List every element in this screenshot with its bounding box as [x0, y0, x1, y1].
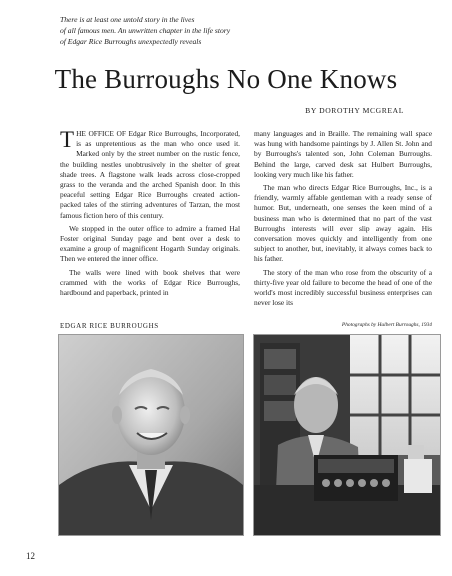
page-number: 12	[26, 551, 35, 561]
photo-credit: Photographs by Hulbert Burroughs, 1934	[341, 322, 432, 328]
intro-line: of all famous men. An unwritten chapter in the life story	[60, 26, 231, 35]
portrait-photo	[58, 334, 244, 536]
paragraph: We stopped in the outer office to admire a framed Hal Foster original Sunday page and bent over a desk to examine a group of magnificent Hogarth Sunday originals. Then we entered the inner office.	[60, 223, 240, 264]
paragraph: The man who directs Edgar Rice Burroughs, Inc., is a friendly, warmly affable gentleman with a ready sense of humor. But, underneath, one senses the keen mind of a business man who is determined that no part of the vast Burroughs interests will ever slip away again. His conversation moves quickly and intelligently from one subject to another, but, inevitably, it always comes back to his father.	[254, 183, 432, 264]
drop-cap: T	[60, 127, 75, 152]
byline: BY DOROTHY MCGREAL	[305, 106, 404, 115]
intro-line: of Edgar Rice Burroughs unexpectedly reveals	[60, 37, 202, 46]
paragraph-text: HE OFFICE OF Edgar Rice Burroughs, Incorporated, is as unpretentious as the man who once used it. Marked only by the street number on the rustic fence, the building nestles unobtrusively in the shelter of great shade trees. A flagstone walk leads across close-cropped grass to the veranda and the arched Spanish door. In this peaceful setting Edgar Rice Burroughs created action-packed tales of the stirring adventures of Tarzan, the most famous fiction hero of this century.	[60, 129, 240, 220]
right-column	[254, 129, 432, 311]
intro-line: There is at least one untold story in the lives	[60, 15, 195, 24]
paragraph: many languages and in Braille. The remaining wall space was hung with handsome paintings by J. Allen St. John and by Burroughs's talented son, John Coleman Burroughs. Behind the large, carved desk sat Hulbert Burroughs, looking very much like his father.	[254, 129, 432, 179]
photo-caption: EDGAR RICE BURROUGHS	[60, 322, 159, 330]
article-title: The Burroughs No One Knows	[54, 64, 398, 94]
paragraph	[60, 129, 240, 221]
left-column	[60, 129, 240, 301]
paragraph: The story of the man who rose from the obscurity of a thirty-five year old failure to become the head of one of the world's most incredibly successful business enterprises can never lose its	[254, 267, 432, 308]
office-photo	[253, 334, 441, 536]
paragraph: The walls were lined with book shelves that were crammed with the works of Edgar Rice Burroughs, hardbound and paperback, printed in	[60, 267, 240, 298]
intro-blurb	[60, 14, 320, 47]
